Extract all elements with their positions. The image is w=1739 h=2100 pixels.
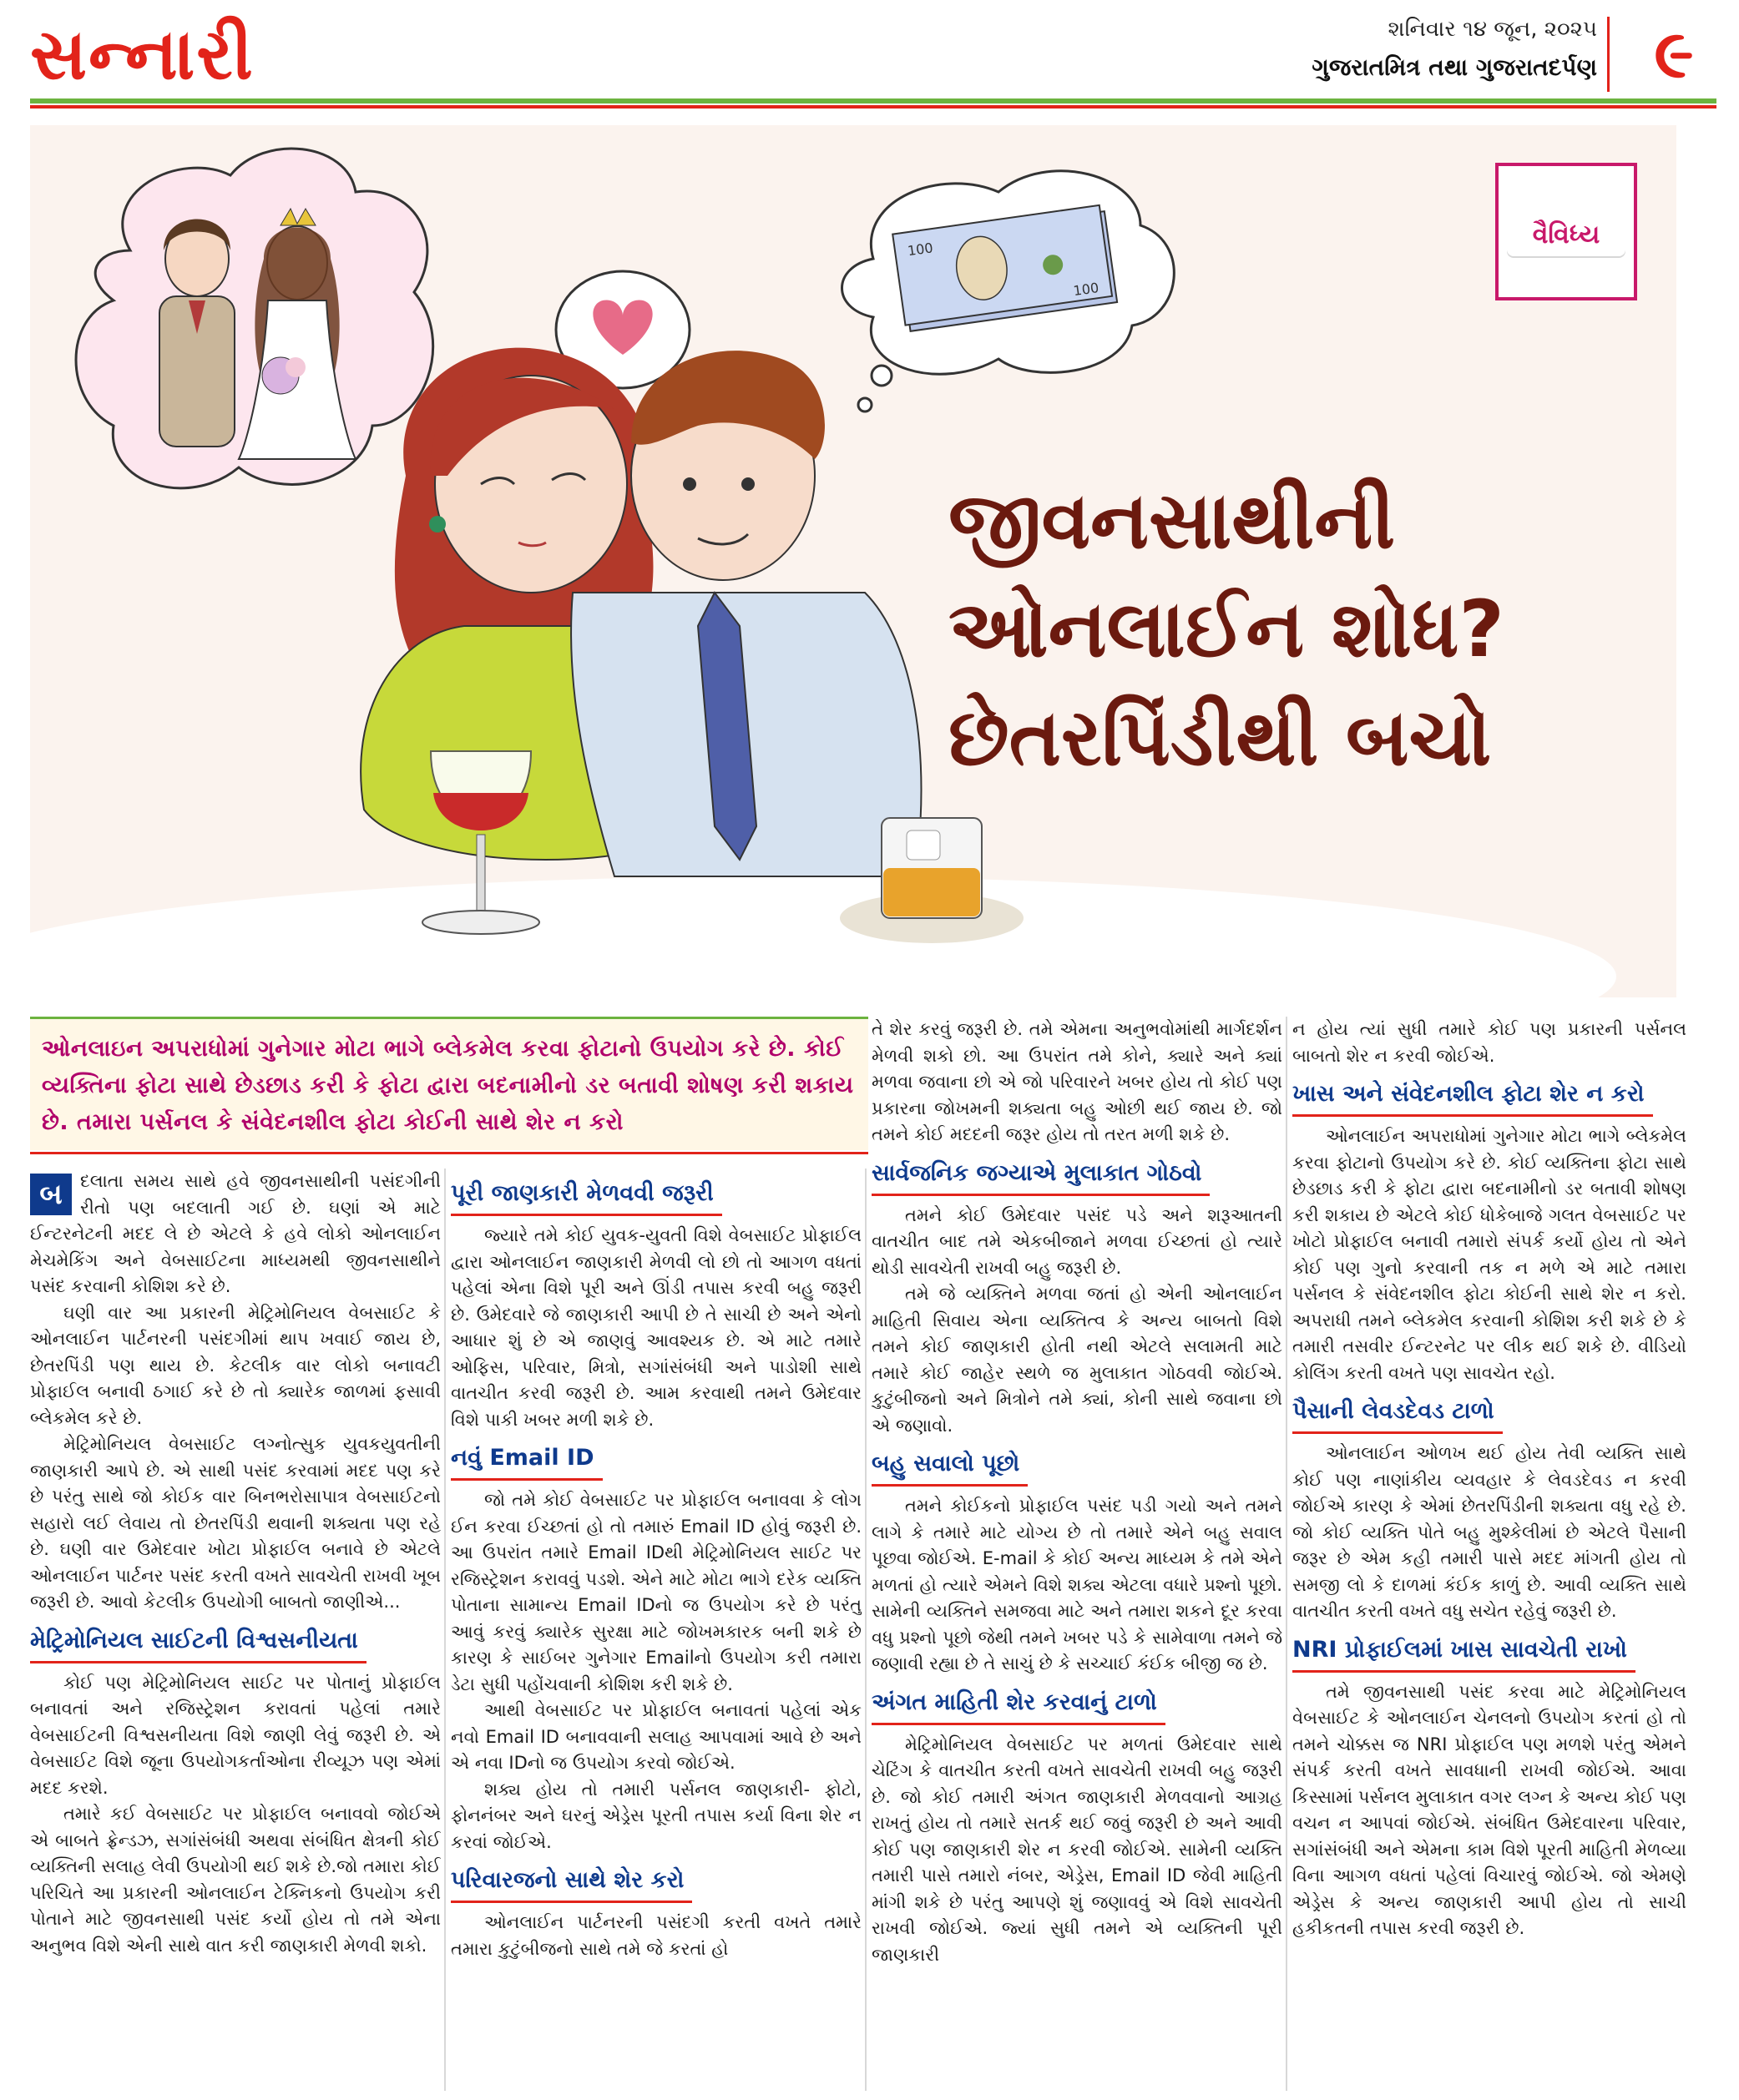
headline-line-2: ઓનલાઈન શોધ? xyxy=(948,584,1504,675)
paragraph: કોઈ પણ મેટ્રિમોનિયલ સાઈટ પર પોતાનું પ્રોફાઈલ બનાવતાં અને રજિસ્ટ્રેશન કરાવતાં પહેલાં તમારે વેબસાઈટની વિશ્વસનીયતા વિશે જાણી લેવું જરૂરી છે. એ વેબસાઈટ વિશે જૂના ઉપયોગકર્તાઓના રીવ્યૂઝ પણ એમાં મદદ કરશે. xyxy=(30,1672,441,1798)
headline xyxy=(948,467,1666,793)
masthead-rule-green xyxy=(30,98,1716,103)
page-number: ૯ xyxy=(1654,15,1694,93)
paragraph: જ્યારે તમે કોઈ યુવક-યુવતી વિશે વેબસાઈટ પ્રોફાઈલ દ્વારા ઓનલાઈન જાણકારી મેળવી લો છો તો આગળ વધતાં પહેલાં એના વિશે પૂરી અને ઊંડી તપાસ કરવી બહુ જરૂરી છે. ઉમેદવારે જે જાણકારી આપી છે તે સાચી છે અને એનો આધાર શું છે એ જાણવું આવશ્યક છે. એ માટે તમારે ઓફિસ, પરિવાર, મિત્રો, સગાંસંબંધી અને પાડોશી સાથે વાતચીત કરવી જરૂરી છે. આમ કરવાથી તમને ઉમેદવાર વિશે પાકી ખબર મળી શકે છે. xyxy=(451,1225,862,1430)
dateline: શનિવાર ૧૪ જૂન, ૨૦૨૫ xyxy=(1388,17,1597,42)
masthead-divider xyxy=(1607,17,1610,92)
article-column-1 xyxy=(30,1169,441,2091)
subheading: નવું Email ID xyxy=(451,1438,603,1481)
paragraph: તે શેર કરવું જરૂરી છે. તમે એમના અનુભવોમાંથી માર્ગદર્શન મેળવી શકો છો. આ ઉપરાંત તમે કોને, ક્યારે અને ક્યાં મળવા જવાના છો એ જો પરિવારને ખબર હોય તો કોઈ પણ પ્રકારના જોખમની શક્યતા બહુ ઓછી થઈ જાય છે. જો તમને કોઈ મદદની જરૂર હોય તો તરત મળી શકે છે. xyxy=(872,1019,1282,1144)
paragraph: ઘણી વાર આ પ્રકારની મેટ્રિમોનિયલ વેબસાઈટ કે ઓનલાઈન પાર્ટનરની પસંદગીમાં થાપ ખવાઈ જાય છે, છેતરપિંડી પણ થાય છે. કેટલીક વાર લોકો બનાવટી પ્રોફાઈલ બનાવી ઠગાઈ કરે છે તો ક્યારેક જાળમાં ફસાવી બ્લેકમેલ કરે છે. xyxy=(30,1302,441,1428)
headline-line-1: જીવનસાથીની xyxy=(948,476,1396,567)
paragraph: તમે જે વ્યક્તિને મળવા જતાં હો એની ઓનલાઈન માહિતી સિવાય એના વ્યક્તિત્વ કે અન્ય બાબતો વિશે તમને કોઈ જાણકારી હોતી નથી એટલે સલામતી માટે તમારે કોઈ જાહેર સ્થળે જ મુલાકાત ગોઠવવી જોઈએ. કુટુંબીજનો અને મિત્રોને તમે ક્યાં, કોની સાથે જવાના છો એ જણાવો. xyxy=(872,1284,1282,1436)
hero-illustration xyxy=(30,125,1676,997)
paragraph: તમે જીવનસાથી પસંદ કરવા માટે મેટ્રિમોનિયલ વેબસાઈટ કે ઓનલાઈન ચેનલનો ઉપયોગ કરતાં હો તો તમને ચોક્કસ જ NRI પ્રોફાઈલ પણ મળશે પરંતુ એમને સંપર્ક કરતી વખતે સાવધાની રાખવી જોઈએ. આવા કિસ્સામાં પર્સનલ મુલાકાત વગર લગ્ન કે અન્ય કોઈ પણ વચન ન આપવાં જોઈએ. સંબંધિત ઉમેદવારના પરિવાર, સગાંસંબંધી અને એમના કામ વિશે પૂરતી માહિતી મેળવ્યા વિના આગળ વધતાં પહેલાં વિચારવું જોઈએ. જો એમણે એડ્રેસ કે અન્ય જાણકારી આપી હોય તો સાચી હકીકતની તપાસ કરવી જરૂરી છે. xyxy=(1292,1681,1686,1938)
paragraph: મેટ્રિમોનિયલ વેબસાઈટ લગ્નોત્સુક યુવકયુવતીની જાણકારી આપે છે. એ સાથી પસંદ કરવામાં મદદ પણ કરે છે પરંતુ સાથે જો કોઈક વાર બિનભરોસાપાત્ર વેબસાઈટનો સહારો લઈ લેવાય તો છેતરપિંડી થવાની શક્યતા પણ રહે છે. ઘણી વાર ઉમેદવાર ખોટા પ્રોફાઈલ બનાવે છે એટલે ઓનલાઈન પાર્ટનર પસંદ કરતી વખતે સાવચેતી રાખવી ખૂબ જરૂરી છે. આવો કેટલીક ઉપયોગી બાબતો જાણીએ... xyxy=(30,1434,441,1612)
money-thought-bubble xyxy=(842,171,1175,411)
section-badge xyxy=(1495,163,1637,300)
subheading: ખાસ અને સંવેદનશીલ ફોટા શેર ન કરો xyxy=(1292,1074,1653,1117)
column-separator xyxy=(865,1169,867,2091)
masthead-rule-red xyxy=(30,105,1716,109)
subheading: પૂરી જાણકારી મેળવવી જરૂરી xyxy=(451,1174,722,1216)
banknote-value-2: 100 xyxy=(1072,280,1100,300)
subheading: અંગત માહિતી શેર કરવાનું ટાળો xyxy=(872,1683,1165,1725)
subheading: NRI પ્રોફાઈલમાં ખાસ સાવચેતી રાખો xyxy=(1292,1630,1635,1673)
paragraph: ન હોય ત્યાં સુધી તમારે કોઈ પણ પ્રકારની પર્સનલ બાબતો શેર ન કરવી જોઈએ. xyxy=(1292,1019,1686,1066)
brand-title: સન્નારી xyxy=(30,13,255,95)
subheading: બહુ સવાલો પૂછો xyxy=(872,1444,1028,1487)
paragraph: ઓનલાઈન ઓળખ થઈ હોય તેવી વ્યક્તિ સાથે કોઈ પણ નાણાંકીય વ્યવહાર કે લેવડદેવડ ન કરવી જોઈએ કારણ કે એમાં છેતરપિંડીની શક્યતા વધુ રહે છે. જો કોઈ વ્યક્તિ પોતે બહુ મુશ્કેલીમાં છે એટલે પૈસાની જરૂર છે એમ કહી તમારી પાસે મદદ માંગતી હોય તો સમજી લો કે દાળમાં કંઈક કાળું છે. આવી વ્યક્તિ સાથે વાતચીત કરતી વખતે વધુ સચેત રહેવું જરૂરી છે. xyxy=(1292,1443,1686,1621)
publication-name: ગુજરાતમિત્ર તથા ગુજરાતદર્પણ xyxy=(1312,53,1597,81)
badge-label: વૈવિધ્ય xyxy=(1507,215,1625,256)
lead-rule xyxy=(30,1152,868,1154)
column-separator xyxy=(1286,1017,1287,2091)
paragraph: તમારે કઈ વેબસાઈટ પર પ્રોફાઈલ બનાવવો જોઈએ એ બાબતે ફ્રેન્ડઝ, સગાંસંબંધી અથવા સંબંધિત ક્ષેત્રની કોઈ વ્યક્તિની સલાહ લેવી ઉપયોગી થઈ શકે છે.જો તમારા કોઈ પરિચિતે આ પ્રકારની ઓનલાઈન ટેક્નિકનો ઉપયોગ કરી પોતાને માટે જીવનસાથી પસંદ કર્યો હોય તો તમે એના અનુભવ વિશે એની સાથે વાત કરી જાણકારી મેળવી શકો. xyxy=(30,1804,441,1956)
paragraph: ઓનલાઈન અપરાધોમાં ગુનેગાર મોટા ભાગે બ્લેકમેલ કરવા ફોટાનો ઉપયોગ કરે છે. કોઈ વ્યક્તિના ફોટા સાથે છેડછાડ કરી કે ફોટા દ્વારા બદનામીનો ડર બતાવી શોષણ કરી શકાય છે એટલે કોઈ ધોકેબાજે ગલત વેબસાઈટ પર ખોટો પ્રોફાઈલ બનાવી તમારો સંપર્ક કર્યો હોય તો એને કોઈ પણ ગુનો કરવાની તક ન મળે એ માટે તમારા પર્સનલ કે સંવેદનશીલ ફોટા કોઈની સાથે શેર ન કરો. અપરાધી તમને બ્લેકમેલ કરવાની કોશિશ કરી શકે છે કે તમારી તસવીર ઈન્ટરનેટ પર લીક થઈ શકે છે. વીડિયો કોલિંગ કરતી વખતે પણ સાવચેત રહો. xyxy=(1292,1126,1686,1383)
paragraph: શક્ય હોય તો તમારી પર્સનલ જાણકારી- ફોટો, ફોનનંબર અને ઘરનું એડ્રેસ પૂરતી તપાસ કર્યા વિના શેર ન કરવાં જોઈએ. xyxy=(451,1779,862,1852)
article-column-4 xyxy=(1292,1017,1686,2091)
intro-paragraph-wrap xyxy=(30,1169,441,1300)
wedding-thought-bubble xyxy=(76,149,455,525)
paragraph: જો તમે કોઈ વેબસાઈટ પર પ્રોફાઈલ બનાવવા કે લોગ ઈન કરવા ઈચ્છતાં હો તો તમારું Email ID હોવું જરૂરી છે. આ ઉપરાંત તમારે Email IDથી મેટ્રિમોનિયલ સાઈટ પર રજિસ્ટ્રેશન કરાવવું પડશે. એને માટે મોટા ભાગે દરેક વ્યક્તિ પોતાના સામાન્ય Email IDનો જ ઉપયોગ કરે છે પરંતુ આવું કરવું ક્યારેક સુરક્ષા માટે જોખમકારક બની શકે છે કારણ કે સાઈબર ગુનેગાર Emailનો ઉપયોગ કરી તમારા ડેટા સુધી પહોંચવાની કોશિશ કરી શકે છે. xyxy=(451,1490,862,1694)
subheading: સાર્વજનિક જગ્યાએ મુલાકાત ગોઠવો xyxy=(872,1153,1210,1196)
drop-cap: બ xyxy=(30,1174,72,1215)
article-column-2 xyxy=(451,1169,862,2091)
subheading: મેટ્રિમોનિયલ સાઈટની વિશ્વસનીયતા xyxy=(30,1621,367,1663)
subheading: પૈસાની લેવડદેવડ ટાળો xyxy=(1292,1391,1503,1434)
paragraph: મેટ્રિમોનિયલ વેબસાઈટ પર મળતાં ઉમેદવાર સાથે ચેટિંગ કે વાતચીત કરતી વખતે સાવચેતી રાખવી બહુ જરૂરી છે. જો કોઈ તમારી અંગત જાણકારી મેળવવાનો આગ્રહ રાખતું હોય તો તમારે સતર્ક થઈ જવું જરૂરી છે અને આવી કોઈ પણ જાણકારી શેર ન કરવી જોઈએ. સામેની વ્યક્તિ તમારી પાસે તમારો નંબર, એડ્રેસ, Email ID જેવી માહિતી માંગી શકે છે પરંતુ આપણે શું જણાવવું એ વિશે સાવચેતી રાખવી જોઈએ. જ્યાં સુધી તમને એ વ્યક્તિની પૂરી જાણકારી xyxy=(872,1734,1282,1965)
column-separator xyxy=(444,1169,446,2091)
masthead xyxy=(0,0,1739,113)
paragraph: તમને કોઈ ઉમેદવાર પસંદ પડે અને શરૂઆતની વાતચીત બાદ તમે એકબીજાને મળવા ઈચ્છતાં હો ત્યારે થોડી સાવચેતી રાખવી બહુ જરૂરી છે. xyxy=(872,1204,1282,1278)
paragraph: ઓનલાઈન પાર્ટનરની પસંદગી કરતી વખતે તમારે તમારા કુટુંબીજનો સાથે તમે જે કરતાં હો xyxy=(451,1912,862,1959)
banknote-value: 100 xyxy=(906,240,934,260)
lead-text: ઓનલાઇન અપરાધોમાં ગુનેગાર મોટા ભાગે બ્લેકમેલ કરવા ફોટાનો ઉપયોગ કરે છે. કોઈ વ્યક્તિના ફોટા સાથે છેડછાડ કરી કે ફોટા દ્વારા બદનામીનો ડર બતાવી શોષણ કરી શકાય છે. તમારા પર્સનલ કે સંવેદનશીલ ફોટા કોઈની સાથે શેર ન કરો xyxy=(42,1036,854,1135)
lead-summary xyxy=(30,1017,868,1150)
subheading: પરિવારજનો સાથે શેર કરો xyxy=(451,1860,692,1903)
paragraph: તમને કોઈકનો પ્રોફાઈલ પસંદ પડી ગયો અને તમને લાગે કે તમારે માટે યોગ્ય છે તો તમારે એને બહુ સવાલ પૂછવા જોઈએ. E-mail કે કોઈ અન્ય માધ્યમ કે તમે એને મળતાં હો ત્યારે એમને વિશે શક્ય એટલા વધારે પ્રશ્નો પૂછો. સામેની વ્યક્તિને સમજવા માટે અને તમારા શકને દૂર કરવા વધુ પ્રશ્નો પૂછો જેથી તમને ખબર પડે કે સામેવાળા તમને જે જણાવી રહ્યા છે તે સાચું છે કે સચ્ચાઈ કંઈક બીજી જ છે. xyxy=(872,1496,1282,1673)
headline-line-3: છેતરપિંડીથી બચો xyxy=(948,693,1492,784)
article-column-3 xyxy=(872,1017,1282,2091)
paragraph: આથી વેબસાઈટ પર પ્રોફાઈલ બનાવતાં પહેલાં એક નવો Email ID બનાવવાની સલાહ આપવામાં આવે છે અને એ નવા IDનો જ ઉપયોગ કરવો જોઈએ. xyxy=(451,1700,862,1773)
table-surface xyxy=(30,876,1616,997)
intro-paragraph: દલાતા સમય સાથે હવે જીવનસાથીની પસંદગીની રીતો પણ બદલાતી ગઈ છે. ઘણાં એ માટે ઈન્ટરનેટની મદદ લે છે એટલે કે હવે લોકો ઓનલાઈન મેચમેકિંગ અને વેબસાઈટના માધ્યમથી જીવનસાથીને પસંદ કરવાની કોશિશ કરે છે. xyxy=(30,1171,441,1296)
